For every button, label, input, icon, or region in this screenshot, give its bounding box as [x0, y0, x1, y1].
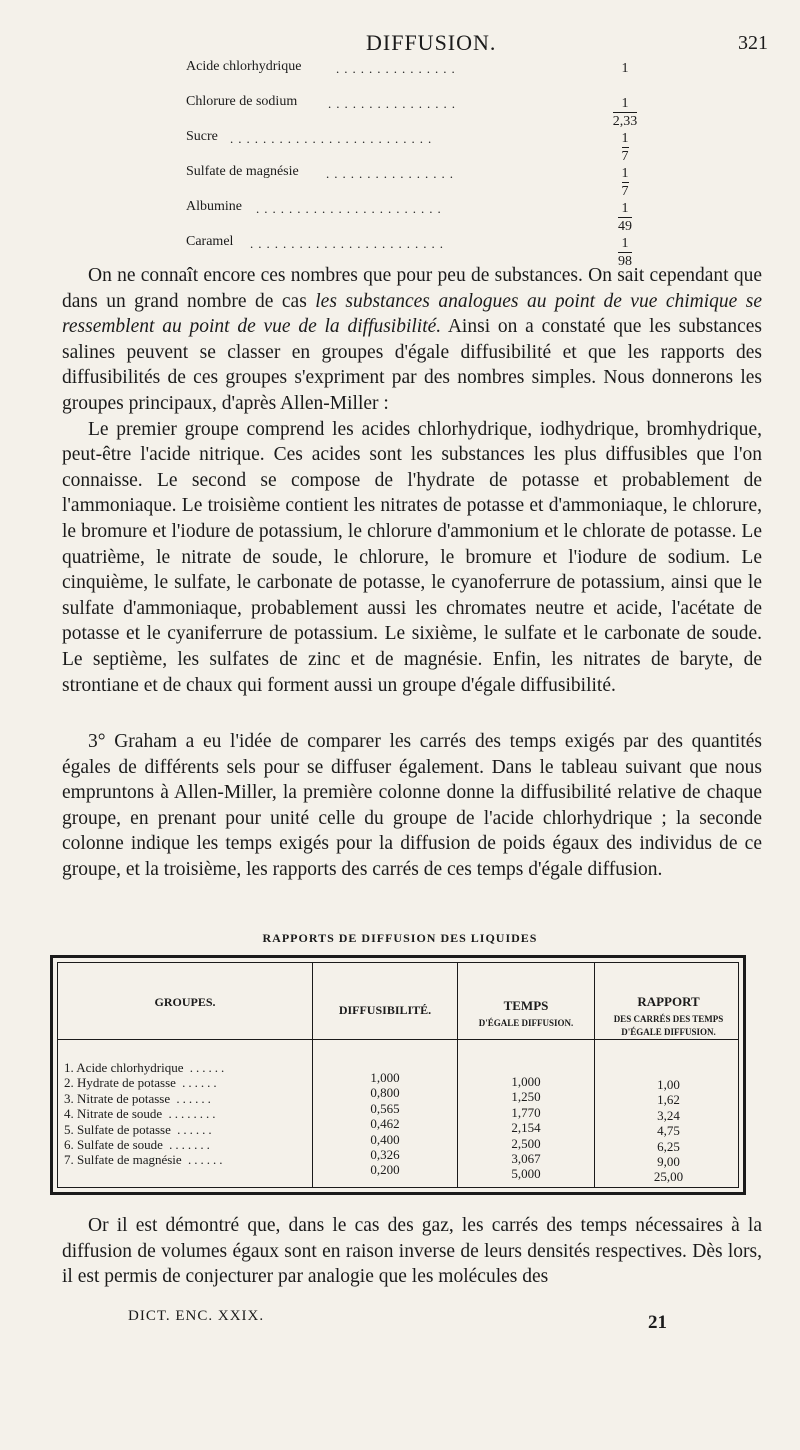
- diffusion-ratio: [612, 61, 638, 77]
- cell-value: 1,000: [370, 1070, 400, 1085]
- diffusion-table: [50, 955, 746, 1195]
- cell-value: 0,326: [370, 1146, 400, 1162]
- paragraph-text: Ainsi on a constaté que les substances salines peuvent se classer en groupes d'égale diffusibilité et que les rapports des diffusibilités de ces groupes s'expriment par des nombres simples. Nous donnerons les groupes principaux, d'après Allen-Miller :: [62, 316, 762, 414]
- header-temps: TEMPS: [503, 998, 549, 1013]
- cell-value: 6,25: [657, 1138, 680, 1154]
- ratio-denominator: 7: [621, 149, 629, 164]
- running-title: DIFFUSION.: [366, 30, 497, 55]
- cell-value: 25,00: [653, 1169, 684, 1185]
- cell-value: 4,75: [657, 1123, 680, 1139]
- cell-value: 0,565: [370, 1100, 400, 1116]
- cell-value: 2,500: [511, 1135, 541, 1151]
- substance-row: [186, 125, 666, 164]
- substance-row: [186, 230, 666, 269]
- table-row: 3. Nitrate de potasse ......: [64, 1090, 214, 1106]
- group-name: 1. Acide chlorhydrique: [64, 1060, 184, 1075]
- cell-value: 1,62: [657, 1092, 680, 1108]
- cell-value: 1,000: [511, 1074, 541, 1089]
- table-row: 7. Sulfate de magnésie ......: [64, 1152, 226, 1168]
- group-name: 3. Nitrate de potasse: [64, 1090, 171, 1106]
- table-row: 4. Nitrate de soude ........: [64, 1106, 219, 1122]
- cell-value: 1,770: [511, 1104, 541, 1120]
- ratio-denominator: 98: [618, 254, 632, 269]
- ratio-numerator: 1: [621, 96, 629, 111]
- paragraph-text: On ne connaît encore ces nombres que pour peu de substances. On sait cependant que dans un grand nombre de cas: [62, 265, 762, 312]
- cell-value: 1,250: [511, 1089, 541, 1105]
- table-row: 6. Sulfate de soude .......: [64, 1136, 213, 1152]
- ratio-numerator: 1: [621, 236, 629, 251]
- footer-signature: DICT. ENC. XXIX.: [128, 1308, 265, 1324]
- substance-name: Albumine: [186, 199, 242, 214]
- cell-value: 0,400: [370, 1131, 400, 1147]
- group-name: 2. Hydrate de potasse: [64, 1075, 176, 1091]
- cell-value: 5,000: [511, 1166, 541, 1182]
- table-row: 1. Acide chlorhydrique ......: [64, 1060, 228, 1075]
- group-name: 4. Nitrate de soude: [64, 1106, 163, 1122]
- group-name: 6. Sulfate de soude: [64, 1136, 163, 1152]
- substance-row: [186, 55, 666, 90]
- header-rapport-sub: D'ÉGALE DIFFUSION.: [621, 1027, 716, 1037]
- ratio-numerator: 1: [621, 166, 629, 181]
- rapport-column: [595, 1077, 742, 1185]
- groups-column: [64, 1060, 314, 1168]
- table-inner-border: [57, 962, 739, 1188]
- paragraph-graham: 3° Graham a eu l'idée de comparer les carrés des temps exigés par des quantités égales de différents sels pour se diffuser également. Dans le tableau suivant que nous empruntons à Allen-Miller, la première colonne donne la diffusibilité relative de chaque groupe, en prenant pour unité celle du groupe de l'acide chlorhydrique ; la seconde colonne indique les temps exigés pour la diffusion de poids égaux des individus de ce groupe, et la troisième, les rapports des carrés de ces temps d'égale diffusion.: [62, 731, 762, 880]
- leader-dots: ................: [328, 96, 460, 111]
- substance-row: [186, 160, 666, 199]
- cell-value: 0,200: [370, 1162, 400, 1178]
- substance-name: Caramel: [186, 234, 234, 249]
- table-title: RAPPORTS DE DIFFUSION DES LIQUIDES: [262, 931, 538, 945]
- paragraph-gases: Or il est démontré que, dans le cas des gaz, les carrés des temps nécessaires à la diffusion de volumes égaux sont en raison inverse de leurs densités respectives. Dès lors, il est permis de conjecturer par analogie que les molécules des: [62, 1215, 762, 1288]
- substance-name: Sucre: [186, 129, 218, 144]
- cell-value: 0,462: [370, 1116, 400, 1132]
- paragraph-italic: les substances analogues au point de vue chimique se ressemblent au point de vue de la diffusibilité.: [62, 290, 763, 338]
- footer-sheet-number: 21: [648, 1312, 667, 1333]
- header-divider: [58, 1039, 738, 1040]
- table-row: 2. Hydrate de potasse ......: [64, 1075, 220, 1091]
- ratio-denominator: 49: [618, 219, 632, 234]
- substance-name: Acide chlorhydrique: [186, 59, 302, 74]
- ratio-numerator: 1: [621, 131, 629, 146]
- header-diffusibilite: DIFFUSIBILITÉ.: [338, 1003, 432, 1017]
- leader-dots: ................: [326, 166, 458, 181]
- leader-dots: ...............: [336, 61, 460, 76]
- cell-value: 0,800: [370, 1085, 400, 1101]
- group-name: 7. Sulfate de magnésie: [64, 1152, 182, 1168]
- leader-dots: .......................: [256, 201, 446, 216]
- page-number: 321: [738, 32, 768, 54]
- header-rapport-sub: DES CARRÉS DES TEMPS: [613, 1014, 724, 1024]
- cell-value: 3,24: [657, 1107, 680, 1123]
- header-temps-sub: D'ÉGALE DIFFUSION.: [478, 1018, 574, 1028]
- ratio-numerator: 1: [621, 61, 629, 76]
- header-rapport: RAPPORT: [637, 994, 700, 1009]
- substance-row: [186, 90, 666, 129]
- cell-value: 3,067: [511, 1150, 541, 1166]
- group-name: 5. Sulfate de potasse: [64, 1121, 171, 1137]
- substance-name: Chlorure de sodium: [186, 94, 298, 109]
- cell-value: 2,154: [511, 1120, 541, 1136]
- substance-row: [186, 195, 666, 234]
- paragraph-text: Le premier groupe comprend les acides chlorhydrique, iodhydrique, bromhydrique, peut-être l'acide nitrique. Ces acides sont les substances les plus diffusibles que l'on connaisse. Le second se compose de l'hydrate de potasse et probablement de l'ammoniaque. Le troisième contient les nitrates de potasse et d'ammoniaque, le chlorure, le bromure et l'iodure de potassium, le chlorure d'ammonium et le chlorate de potasse. Le quatrième, le nitrate de soude, le chlorure, le bromure et l'iodure de sodium. Le cinquième, le sulfate, le carbonate de potasse, le cyanoferrure de potassium, ainsi que le sulfate d'ammoniaque, probablement aussi les chromates neutre et acide, l'acétate de potasse et le cyaniferrure de potassium. Le sixième, le sulfate et le carbonate de soude. Le septième, les sulfates de zinc et de magnésie. Enfin, les nitrates de baryte, de strontiane et de chaux qui forment aussi un groupe d'égale diffusibilité.: [62, 418, 762, 696]
- ratio-denominator: 2,33: [612, 114, 638, 129]
- diffusibilite-column: [313, 1070, 457, 1178]
- leader-dots: ........................: [250, 236, 448, 251]
- temps-column: [458, 1074, 594, 1182]
- header-groupes: GROUPES.: [154, 995, 216, 1009]
- ratio-denominator: 7: [621, 184, 629, 199]
- cell-value: 1,00: [657, 1077, 680, 1092]
- ratio-numerator: 1: [621, 201, 629, 216]
- leader-dots: .........................: [230, 131, 437, 146]
- substance-list: [186, 55, 666, 269]
- paragraph-groups: [62, 263, 762, 698]
- substance-name: Sulfate de magnésie: [186, 164, 299, 179]
- table-row: 5. Sulfate de potasse ......: [64, 1121, 215, 1137]
- cell-value: 9,00: [657, 1153, 680, 1169]
